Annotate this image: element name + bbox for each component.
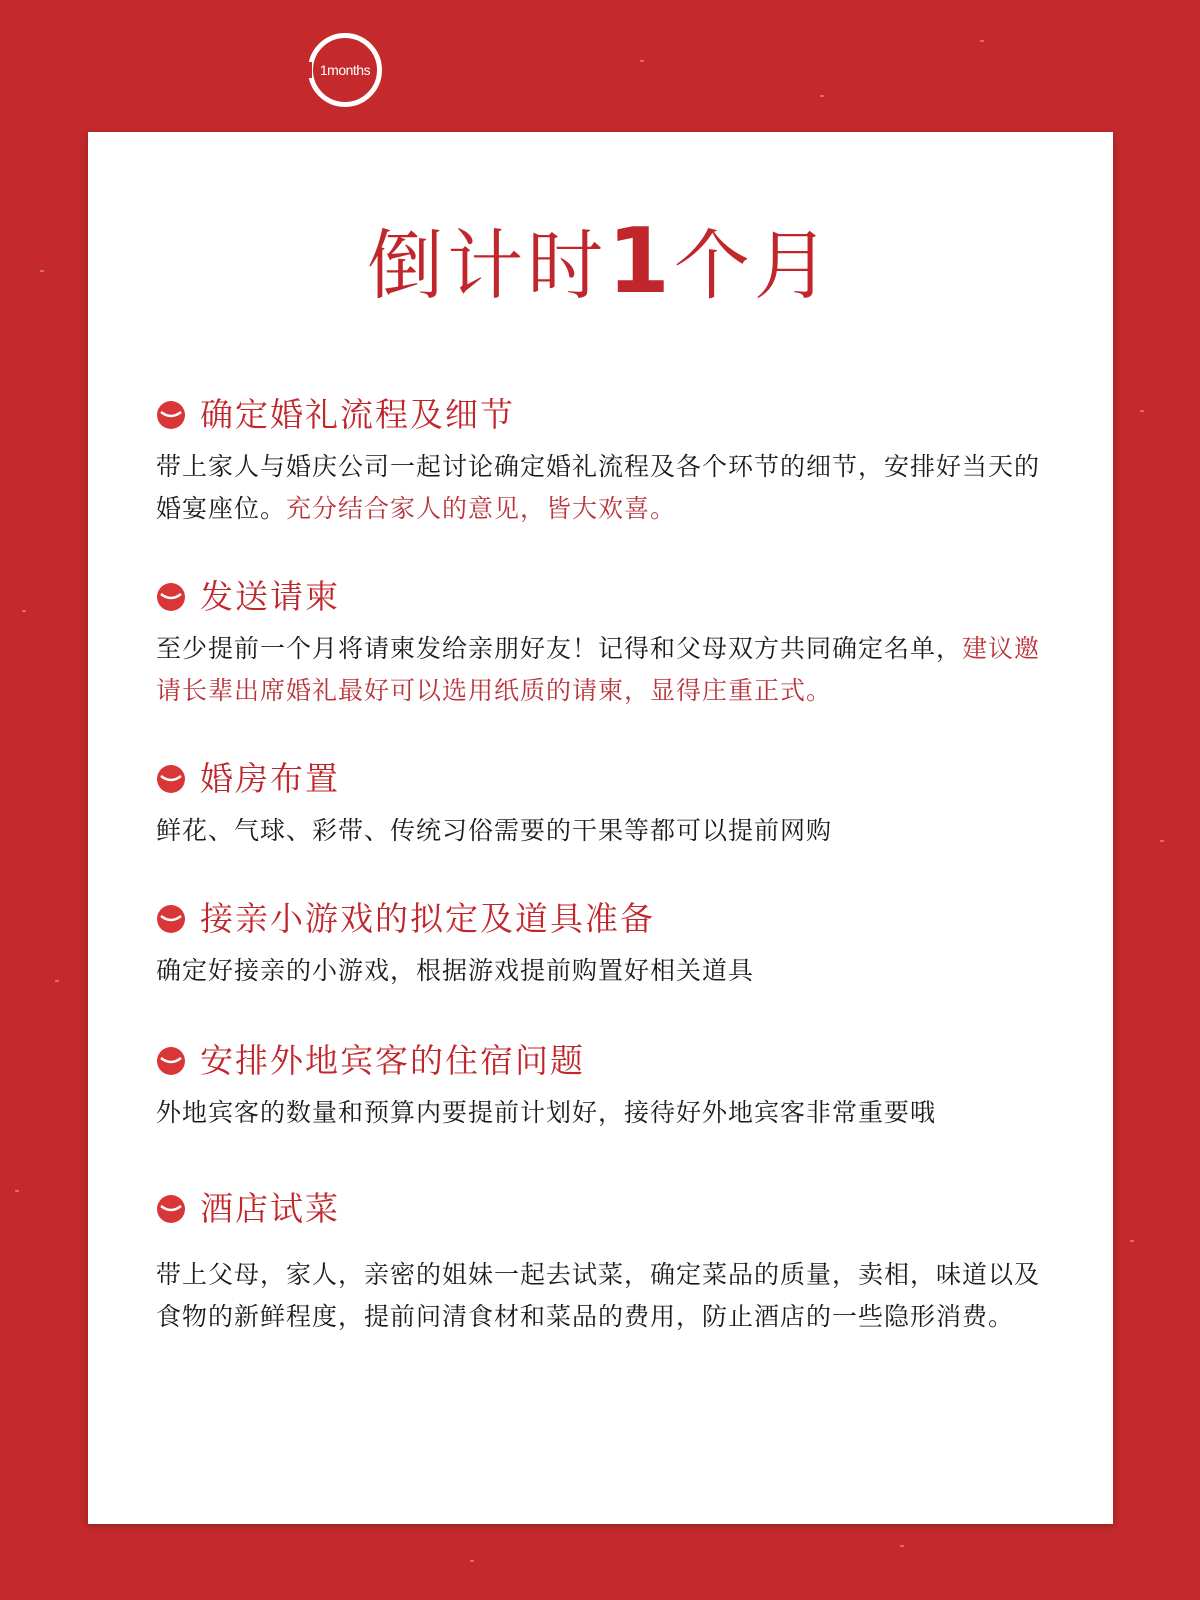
section-menu-tasting — [156, 1186, 1046, 1338]
section-highlight: 建议邀请长辈出席婚礼最好可以选用纸质的请柬，显得庄重正式。 — [156, 634, 1041, 705]
section-text: 带上家人与婚庆公司一起讨论确定婚礼流程及各个环节的细节，安排好当天的婚宴座位。 — [156, 452, 1041, 523]
section-wedding-process — [156, 392, 1046, 530]
title-suffix: 个月 — [673, 221, 834, 310]
section-text: 确定好接亲的小游戏，根据游戏提前购置好相关道具 — [156, 956, 755, 985]
section-highlight: 充分结合家人的意见，皆大欢喜。 — [286, 494, 677, 523]
section-guest-lodging — [156, 1038, 1046, 1134]
section-body — [156, 446, 1046, 530]
months-badge — [308, 33, 382, 107]
red-semicircle-bullet-icon — [156, 582, 186, 612]
red-semicircle-bullet-icon — [156, 1194, 186, 1224]
section-heading: 发送请柬 — [200, 577, 340, 616]
section-body — [156, 1254, 1046, 1338]
section-body — [156, 628, 1046, 712]
section-heading: 酒店试菜 — [200, 1189, 340, 1228]
section-invitations — [156, 574, 1046, 712]
page-title — [88, 209, 1113, 316]
badge-gap — [302, 62, 312, 78]
section-heading: 接亲小游戏的拟定及道具准备 — [200, 899, 655, 938]
section-text: 鲜花、气球、彩带、传统习俗需要的干果等都可以提前网购 — [156, 816, 833, 845]
badge-label: 1months — [319, 62, 371, 78]
section-text: 至少提前一个月将请柬发给亲朋好友！记得和父母双方共同确定名单， — [156, 634, 963, 663]
red-semicircle-bullet-icon — [156, 764, 186, 794]
section-body — [156, 810, 1046, 852]
content-card — [88, 132, 1113, 1524]
section-heading: 婚房布置 — [200, 759, 340, 798]
section-body — [156, 950, 1046, 992]
section-heading: 确定婚礼流程及细节 — [200, 395, 515, 434]
red-semicircle-bullet-icon — [156, 1046, 186, 1076]
red-semicircle-bullet-icon — [156, 904, 186, 934]
section-games — [156, 896, 1046, 992]
section-bridal-room — [156, 756, 1046, 852]
section-text: 外地宾客的数量和预算内要提前计划好，接待好外地宾客非常重要哦 — [156, 1098, 937, 1127]
title-number: 1 — [607, 209, 674, 314]
red-semicircle-bullet-icon — [156, 400, 186, 430]
title-prefix: 倒计时 — [367, 221, 608, 310]
section-heading: 安排外地宾客的住宿问题 — [200, 1041, 585, 1080]
section-body — [156, 1092, 1046, 1134]
section-text: 带上父母，家人，亲密的姐妹一起去试菜，确定菜品的质量，卖相，味道以及食物的新鲜程度，提前问清食材和菜品的费用，防止酒店的一些隐形消费。 — [156, 1260, 1041, 1331]
